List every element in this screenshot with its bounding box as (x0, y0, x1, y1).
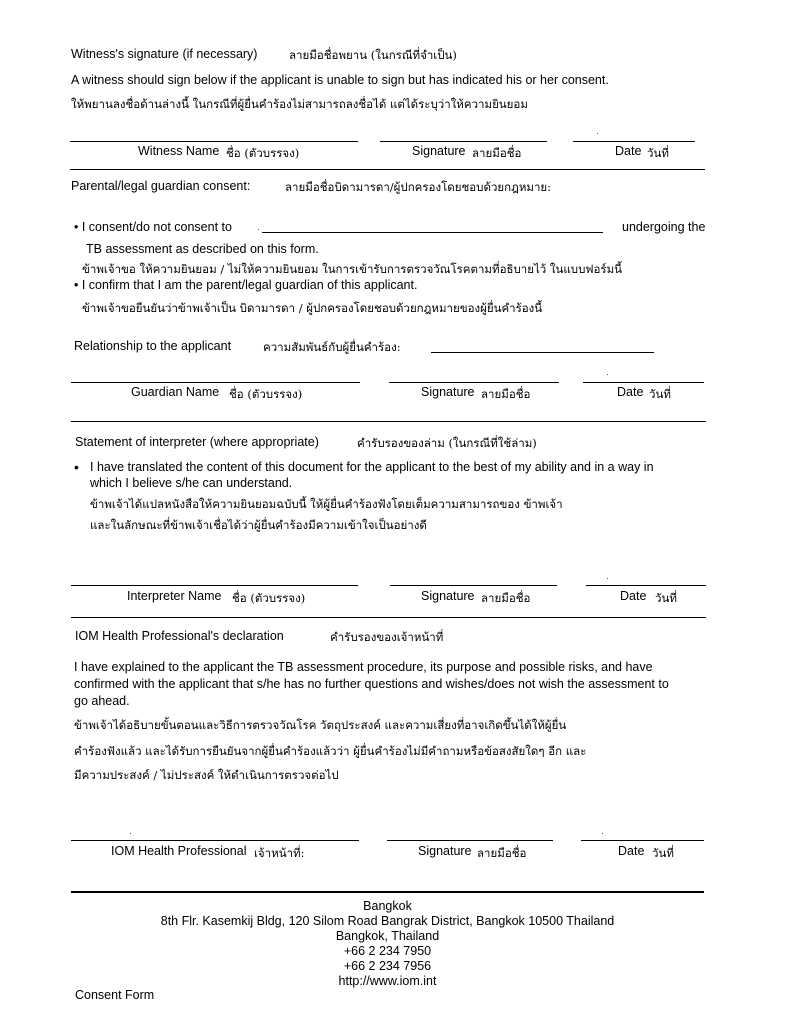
witness-heading: Witness's signature (if necessary) (71, 47, 258, 61)
signature-mark (607, 374, 608, 375)
confirm-guardian-thai-text: ข้าพเจ้าขอยืนยันว่าข้าพเจ้าเป็น บิดามารดา / ผู้ปกครองโดยชอบด้วยกฎหมายของผู้ยื่นคำร้องนี้ (82, 301, 543, 315)
interpreter-bullet: • (74, 459, 79, 475)
guardian-name-field[interactable] (71, 382, 360, 383)
professional-name-label: IOM Health Professional (111, 844, 247, 858)
consent-option-text: • I consent/do not consent to (74, 220, 232, 234)
professional-signature-label: Signature (418, 844, 472, 858)
witness-heading-thai: ลายมือชื่อพยาน (ในกรณีที่จำเป็น) (289, 48, 457, 62)
interpreter-signature-label: Signature (421, 589, 475, 603)
professional-heading-thai: คำรับรองของเจ้าหน้าที่ (330, 630, 444, 644)
footer-address: 8th Flr. Kasemkij Bldg, 120 Silom Road Bangrak District, Bangkok 10500 Thailand (160, 914, 615, 928)
witness-name-label: Witness Name (138, 144, 220, 158)
interpreter-date-field[interactable] (586, 585, 706, 586)
professional-statement-line3: go ahead. (74, 694, 130, 708)
relationship-field[interactable] (431, 352, 654, 353)
professional-statement-line1: I have explained to the applicant the TB assessment procedure, its purpose and possible risks, and have (74, 660, 653, 674)
section-divider (71, 421, 706, 422)
interpreter-statement-line2: which I believe s/he can understand. (90, 476, 293, 490)
guardian-signature-field[interactable] (389, 382, 559, 383)
signature-mark (130, 833, 131, 834)
professional-statement-thai2: คำร้องฟังแล้ว และได้รับการยืนยันจากผู้ยื่นคำร้องแล้วว่า ผู้ยื่นคำร้องไม่มีคำถามหรือข้อสงสัยใดๆ อีก และ (74, 744, 587, 758)
professional-statement-line2: confirmed with the applicant that s/he has no further questions and wishes/does not wish the assessment to (74, 677, 669, 691)
professional-date-label: Date (618, 844, 645, 858)
guardian-signature-label: Signature (421, 385, 475, 399)
witness-signature-label: Signature (412, 144, 466, 158)
guardian-date-label-thai: วันที่ (649, 387, 671, 401)
professional-heading: IOM Health Professional's declaration (75, 629, 284, 643)
professional-statement-thai1: ข้าพเจ้าได้อธิบายขั้นตอนและวิธีการตรวจวัณโรค วัตถุประสงค์ และความเสี่ยงที่อาจเกิดขึ้นได้ให้ผู้ยื่น (74, 718, 567, 732)
interpreter-name-field[interactable] (71, 585, 358, 586)
interpreter-heading: Statement of interpreter (where appropriate) (75, 435, 319, 449)
interpreter-name-label-thai: ชื่อ (ตัวบรรจง) (232, 591, 306, 605)
footer-city: Bangkok, Thailand (335, 929, 440, 943)
confirm-guardian-text: • I confirm that I am the parent/legal guardian of this applicant. (74, 278, 418, 292)
witness-signature-label-thai: ลายมือชื่อ (472, 146, 522, 160)
professional-date-label-thai: วันที่ (652, 846, 674, 860)
interpreter-date-label: Date (620, 589, 647, 603)
footer-phone-1: +66 2 234 7950 (343, 944, 432, 958)
consent-name-field[interactable] (262, 232, 603, 233)
consent-thai-text: ข้าพเจ้าขอ ให้ความยินยอม / ไม่ให้ความยินยอม ในการเข้ารับการตรวจวัณโรคตามที่อธิบายไว้ ในแบบฟอร์มนี้ (82, 262, 623, 276)
witness-date-label: Date (615, 144, 642, 158)
footer-address-block (71, 899, 704, 989)
section-divider (70, 169, 705, 170)
interpreter-heading-thai: คำรับรองของล่าม (ในกรณีที่ใช้ล่าม) (357, 436, 537, 450)
relationship-label: Relationship to the applicant (74, 339, 232, 353)
guardian-name-label-thai: ชื่อ (ตัวบรรจง) (229, 387, 303, 401)
professional-signature-field[interactable] (387, 840, 553, 841)
interpreter-name-label: Interpreter Name (127, 589, 222, 603)
interpreter-signature-label-thai: ลายมือชื่อ (481, 591, 531, 605)
footer-divider (71, 891, 704, 893)
professional-name-label-thai: เจ้าหน้าที่: (254, 846, 305, 860)
signature-mark (607, 578, 608, 579)
interpreter-statement-thai2: และในลักษณะที่ข้าพเจ้าเชื่อได้ว่าผู้ยื่นคำร้องมีความเข้าใจเป็นอย่างดี (90, 518, 427, 532)
guardian-date-field[interactable] (583, 382, 704, 383)
interpreter-signature-field[interactable] (390, 585, 557, 586)
form-name: Consent Form (75, 988, 155, 1002)
guardian-heading: Parental/legal guardian consent: (71, 179, 251, 193)
witness-name-field[interactable] (70, 141, 358, 142)
footer-website[interactable]: http://www.iom.int (338, 974, 437, 988)
interpreter-date-label-thai: วันที่ (655, 591, 677, 605)
field-mark (258, 229, 259, 230)
guardian-heading-thai: ลายมือชื่อบิดามารดา/ผู้ปกครองโดยชอบด้วยกฎหมาย: (285, 180, 552, 194)
witness-instruction: A witness should sign below if the applicant is unable to sign but has indicated his or her consent. (71, 73, 609, 87)
consent-assessment-text: TB assessment as described on this form. (86, 242, 319, 256)
guardian-date-label: Date (617, 385, 644, 399)
professional-signature-label-thai: ลายมือชื่อ (477, 846, 527, 860)
consent-undergoing-text: undergoing the (622, 220, 706, 234)
guardian-name-label: Guardian Name (131, 385, 220, 399)
witness-date-field[interactable] (573, 141, 695, 142)
professional-name-field[interactable] (71, 840, 359, 841)
witness-signature-field[interactable] (380, 141, 547, 142)
footer-phone-2: +66 2 234 7956 (343, 959, 432, 973)
footer-office: Bangkok (363, 899, 412, 913)
witness-date-label-thai: วันที่ (647, 146, 669, 160)
witness-instruction-thai: ให้พยานลงชื่อด้านล่างนี้ ในกรณีที่ผู้ยื่นคำร้องไม่สามารถลงชื่อได้ แต่ได้ระบุว่าให้ความยินยอม (71, 97, 528, 111)
signature-mark (602, 833, 603, 834)
professional-date-field[interactable] (581, 840, 704, 841)
guardian-signature-label-thai: ลายมือชื่อ (481, 387, 531, 401)
signature-mark (597, 133, 598, 134)
relationship-label-thai: ความสัมพันธ์กับผู้ยื่นคำร้อง: (263, 340, 401, 354)
witness-name-label-thai: ชื่อ (ตัวบรรจง) (226, 146, 300, 160)
section-divider (71, 617, 706, 618)
professional-statement-thai3: มีความประสงค์ / ไม่ประสงค์ ให้ดำเนินการตรวจต่อไป (74, 768, 339, 782)
interpreter-statement-line1: I have translated the content of this document for the applicant to the best of my ability and in a way in (90, 460, 654, 474)
interpreter-statement-thai1: ข้าพเจ้าได้แปลหนังสือให้ความยินยอมฉบับนี้ ให้ผู้ยื่นคำร้องฟังโดยเต็มความสามารถของ ข้าพเจ้า (90, 497, 563, 511)
